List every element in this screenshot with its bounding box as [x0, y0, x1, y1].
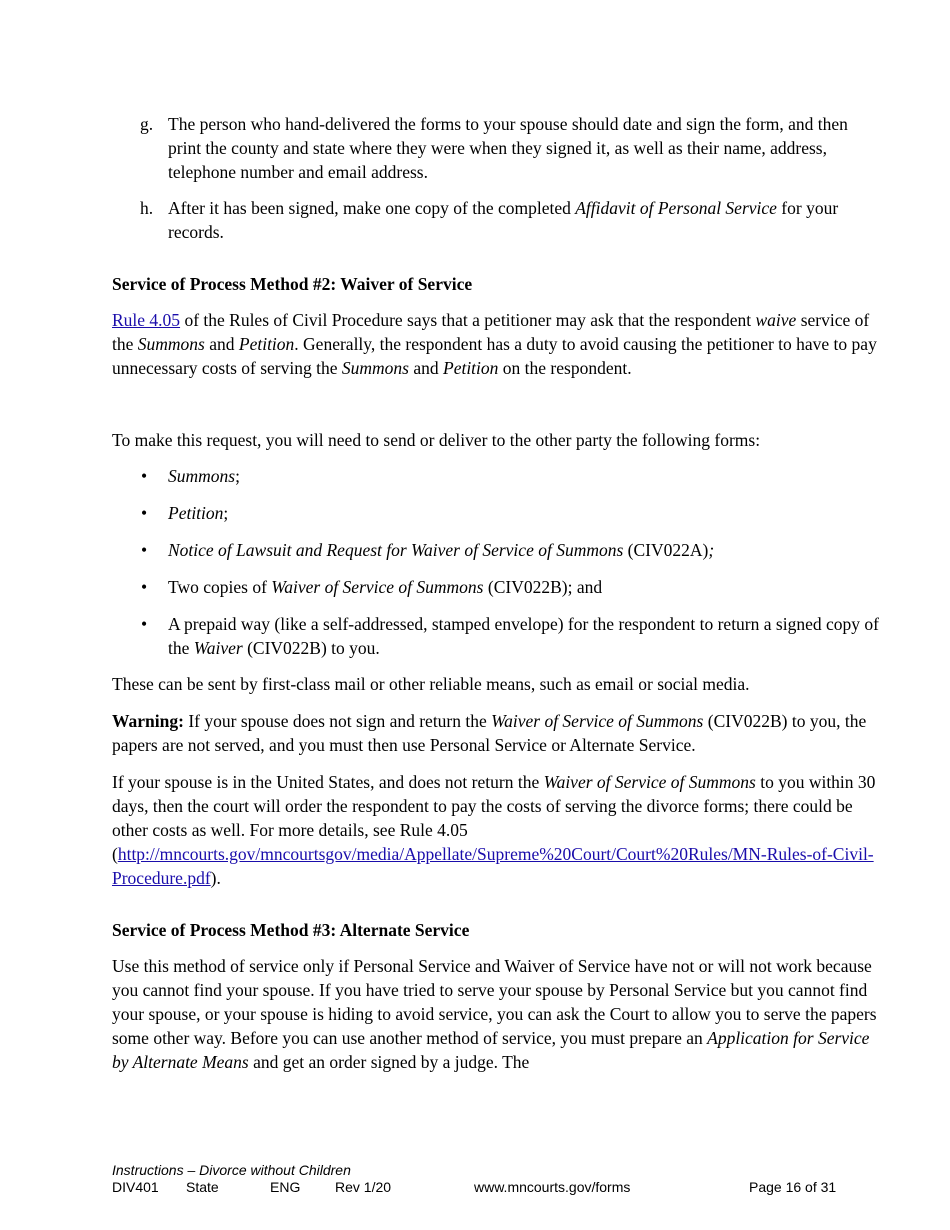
footer-title: Instructions – Divorce without Children — [112, 1162, 351, 1178]
bullet-icon: • — [141, 540, 148, 560]
footer-page-number: Page 16 of 31 — [749, 1179, 837, 1195]
form-list-item: • A prepaid way (like a self-addressed, stamped envelope) for the respondent to return a signed copy of the Waiver (CIV022B) to you. — [141, 614, 879, 658]
bullet-icon: • — [141, 614, 148, 634]
footer-jurisdiction: State — [186, 1179, 219, 1195]
page-footer — [112, 1162, 852, 1196]
us-spouse-paragraph: If your spouse is in the United States, and does not return the Waiver of Service of Summons to you within 30 days, then the court will order the respondent to pay the costs of serving the divorce forms; there could be other costs as well. For more details, see Rule 4.05 (http://mncourts.gov/mncourtsgov/media/Appellate/Supreme%20Court/Court%20Rules/MN-Rules-of-Civil-Procedure.pdf). — [112, 772, 876, 888]
step-g — [112, 112, 882, 184]
step-marker: h. — [140, 198, 154, 218]
footer-row — [112, 1179, 852, 1196]
form-list-item: • Two copies of Waiver of Service of Summons (CIV022B); and — [141, 577, 603, 597]
bullet-icon: • — [141, 503, 148, 523]
step-marker: g. — [140, 114, 154, 134]
step-text: After it has been signed, make one copy of the completed Affidavit of Personal Service for your records. — [168, 198, 839, 242]
footer-revision: Rev 1/20 — [335, 1179, 392, 1195]
footer-form-id: DIV401 — [112, 1179, 159, 1195]
form-name: Affidavit of Personal Service — [575, 198, 777, 218]
step-h — [112, 196, 882, 244]
footer-language: ENG — [270, 1179, 301, 1195]
form-list-item: • Summons; — [141, 466, 240, 486]
warning-paragraph: Warning: If your spouse does not sign and return the Waiver of Service of Summons (CIV022B) to you, the papers are not served, and you must then use Personal Service or Alternate Service. — [112, 711, 867, 755]
bullet-icon: • — [141, 466, 148, 486]
section-heading-method-2: Service of Process Method #2: Waiver of Service — [112, 274, 473, 294]
request-intro: To make this request, you will need to send or deliver to the other party the following forms: — [112, 430, 761, 450]
section-heading-method-3: Service of Process Method #3: Alternate Service — [112, 920, 470, 940]
bullet-icon: • — [141, 577, 148, 597]
rule-intro-paragraph: Rule 4.05 of the Rules of Civil Procedure says that a petitioner may ask that the respondent waive service of the Summons and Petition. Generally, the respondent has a duty to avoid causing the petitioner to have to pay unnecessary costs of serving the Summons and Petition on the respondent. — [112, 310, 877, 378]
rule-link[interactable]: Rule 4.05 — [112, 310, 181, 330]
form-list-item: • Petition; — [141, 503, 229, 523]
warning-label: Warning: — [112, 711, 184, 731]
footer-website: www.mncourts.gov/forms — [474, 1179, 631, 1195]
rules-pdf-link[interactable]: http://mncourts.gov/mncourtsgov/media/Appellate/Supreme%20Court/Court%20Rules/MN-Rules-of-Civil-Procedure.pdf — [112, 844, 874, 888]
form-list-item: • Notice of Lawsuit and Request for Waiver of Service of Summons (CIV022A); — [141, 540, 715, 560]
step-text: The person who hand-delivered the forms to your spouse should date and sign the form, and then print the county and state where they were when they signed it, as well as their name, address, telephone number and email address. — [168, 114, 848, 182]
alternate-service-paragraph: Use this method of service only if Personal Service and Waiver of Service have not or will not work because you cannot find your spouse. If you have tried to serve your spouse by Personal Service but you cannot find your spouse, or your spouse is hiding to avoid service, you can ask the Court to allow you to serve the papers some other way. Before you can use another method of service, you must prepare an Application for Service by Alternate Means and get an order signed by a judge. The — [112, 956, 877, 1072]
page-content — [112, 112, 882, 1074]
delivery-methods-paragraph: These can be sent by first-class mail or other reliable means, such as email or social media. — [112, 674, 750, 694]
